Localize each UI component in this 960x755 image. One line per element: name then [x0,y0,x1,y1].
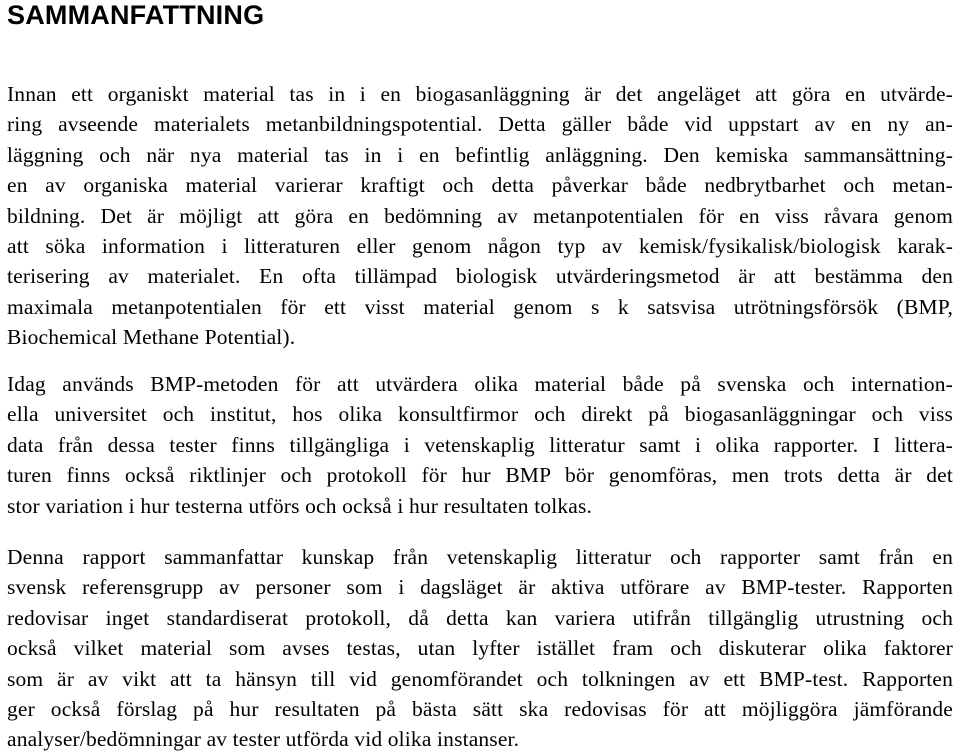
text-line: en av organiska material varierar kraftigt och detta påverkar både nedbrytbarhet och metan- [7,173,953,198]
text-line: Denna rapport sammanfattar kunskap från vetenskaplig litteratur och rapporter samt från en [7,545,953,569]
text-line: stor variation i hur testerna utförs och också i hur resultaten tolkas. [7,493,593,518]
text-line: också vilket material som avses testas, utan lyfter istället fram och diskuterar olika faktorer [7,636,953,661]
text-line: att söka information i litteraturen eller genom någon typ av kemisk/fysikalisk/biologisk karak- [7,233,953,258]
text-line: turen finns också riktlinjer och protokoll för hur BMP bör genomföras, men trots detta är det [7,463,953,488]
text-line: ring avseende materialets metanbildningspotential. Detta gäller både vid uppstart av en ny an- [7,112,953,137]
paragraph-1 [7,79,953,353]
text-line: redovisar inget standardiserat protokoll, då detta kan variera utifrån tillgänglig utrustning och [7,605,953,630]
text-line: svensk referensgrupp av personer som i dagsläget är aktiva utförare av BMP-tester. Rapporten [7,575,953,600]
text-line: ger också förslag på hur resultaten på bästa sätt ska redovisas för att möjliggöra jämförande [7,696,953,721]
section-heading: SAMMANFATTNING [7,0,265,30]
text-line: Innan ett organiskt material tas in i en biogasanläggning är det angeläget att göra en utvärde- [7,82,953,106]
text-line: data från dessa tester finns tillgängliga i vetenskaplig litteratur samt i olika rapporter. I littera- [7,432,953,457]
paragraph-3 [7,542,953,755]
text-line: bildning. Det är möjligt att göra en bedömning av metanpotentialen för en viss råvara genom [7,203,953,228]
text-line: maximala metanpotentialen för ett visst material genom s k satsvisa utrötningsförsök (BMP, [7,294,953,319]
text-line: Biochemical Methane Potential). [7,325,296,350]
text-line: Idag används BMP-metoden för att utvärdera olika material både på svenska och internation- [7,372,953,396]
text-line: läggning och när nya material tas in i en befintlig anläggning. Den kemiska sammansättning- [7,142,953,167]
paragraph-2 [7,369,953,521]
text-line: terisering av materialet. En ofta tillämpad biologisk utvärderingsmetod är att bestämma den [7,264,953,289]
text-line: analyser/bedömningar av tester utförda vid olika instanser. [7,727,520,752]
text-line: ella universitet och institut, hos olika konsultfirmor och direkt på biogasanläggningar och viss [7,402,953,427]
text-line: som är av vikt att ta hänsyn till vid genomförandet och tolkningen av ett BMP-test. Rapporten [7,666,953,691]
